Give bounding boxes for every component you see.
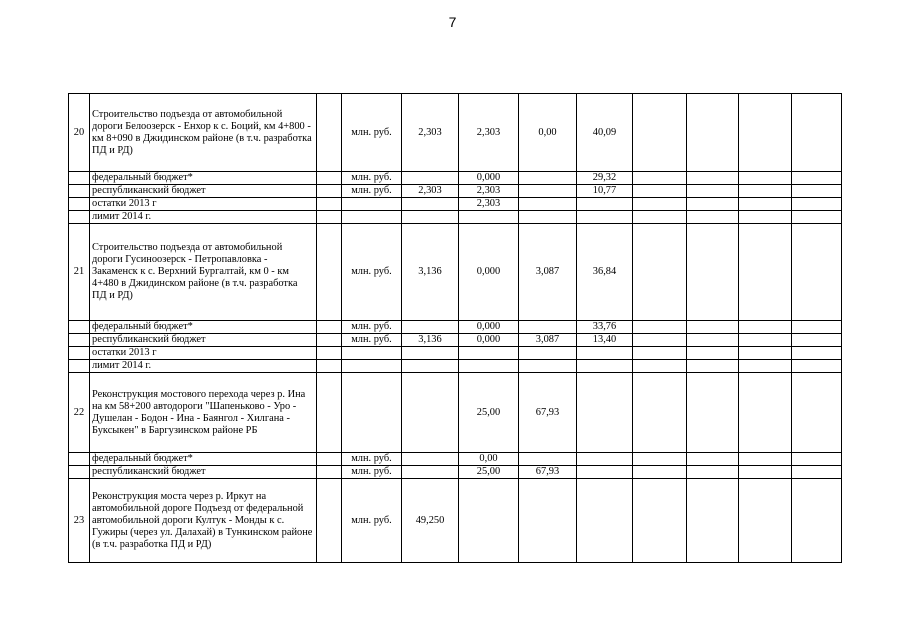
empty-cell <box>792 94 842 172</box>
value-cell: 13,40 <box>577 334 633 347</box>
value-cell: 3,136 <box>402 224 459 321</box>
empty-cell <box>792 224 842 321</box>
empty-cell <box>739 373 792 453</box>
empty-cell <box>633 185 687 198</box>
subrow-label: лимит 2014 г. <box>90 211 317 224</box>
empty-cell <box>792 360 842 373</box>
unit-cell: млн. руб. <box>342 94 402 172</box>
value-cell: 0,000 <box>459 321 519 334</box>
value-cell <box>402 321 459 334</box>
empty-cell <box>792 172 842 185</box>
subrow-label: федеральный бюджет* <box>90 453 317 466</box>
empty-cell <box>739 321 792 334</box>
empty-cell <box>687 94 739 172</box>
value-cell: 33,76 <box>577 321 633 334</box>
row-number: 23 <box>69 479 90 563</box>
empty-cell <box>317 479 342 563</box>
project-name: Строительство подъезда от автомобильной дороги Гусиноозерск - Петропавловка - Закаменск к с. Верхний Бургалтай, км 0 - км 4+480 в Джидинском районе (в т.ч. разработка ПД и РД) <box>90 224 317 321</box>
empty-cell <box>739 224 792 321</box>
empty-cell <box>633 198 687 211</box>
value-cell <box>519 347 577 360</box>
empty-cell <box>792 373 842 453</box>
subrow-label: федеральный бюджет* <box>90 321 317 334</box>
value-cell: 2,303 <box>459 198 519 211</box>
empty-cell <box>633 94 687 172</box>
unit-cell: млн. руб. <box>342 479 402 563</box>
value-cell <box>577 198 633 211</box>
value-cell: 10,77 <box>577 185 633 198</box>
value-cell <box>577 466 633 479</box>
subrow <box>69 211 842 224</box>
empty-cell <box>792 211 842 224</box>
empty-cell <box>69 172 90 185</box>
value-cell: 0,000 <box>459 172 519 185</box>
value-cell: 49,250 <box>402 479 459 563</box>
value-cell <box>402 466 459 479</box>
value-cell: 2,303 <box>402 94 459 172</box>
unit-cell <box>342 373 402 453</box>
empty-cell <box>687 172 739 185</box>
value-cell <box>519 479 577 563</box>
value-cell: 36,84 <box>577 224 633 321</box>
empty-cell <box>792 347 842 360</box>
empty-cell <box>633 453 687 466</box>
empty-cell <box>739 334 792 347</box>
empty-cell <box>317 224 342 321</box>
project-row <box>69 94 842 172</box>
value-cell <box>577 453 633 466</box>
unit-cell <box>342 360 402 373</box>
empty-cell <box>687 211 739 224</box>
table-body <box>69 94 842 563</box>
subrow-label: остатки 2013 г <box>90 198 317 211</box>
value-cell <box>402 172 459 185</box>
project-name: Строительство подъезда от автомобильной дороги Белоозерск - Енхор к с. Боций, км 4+800 - км 8+090 в Джидинском районе (в т.ч. разработка ПД и РД) <box>90 94 317 172</box>
value-cell: 3,087 <box>519 334 577 347</box>
value-cell: 3,087 <box>519 224 577 321</box>
row-number: 21 <box>69 224 90 321</box>
empty-cell <box>687 373 739 453</box>
empty-cell <box>317 321 342 334</box>
empty-cell <box>69 334 90 347</box>
value-cell: 0,000 <box>459 224 519 321</box>
empty-cell <box>687 479 739 563</box>
empty-cell <box>687 185 739 198</box>
empty-cell <box>687 224 739 321</box>
unit-cell: млн. руб. <box>342 185 402 198</box>
unit-cell <box>342 198 402 211</box>
unit-cell: млн. руб. <box>342 224 402 321</box>
value-cell: 3,136 <box>402 334 459 347</box>
subrow <box>69 321 842 334</box>
project-row <box>69 479 842 563</box>
page-number: 7 <box>448 14 457 30</box>
empty-cell <box>687 360 739 373</box>
value-cell <box>519 453 577 466</box>
subrow-label: республиканский бюджет <box>90 185 317 198</box>
subrow <box>69 172 842 185</box>
subrow <box>69 466 842 479</box>
empty-cell <box>317 453 342 466</box>
subrow-label: республиканский бюджет <box>90 466 317 479</box>
value-cell <box>577 347 633 360</box>
empty-cell <box>69 321 90 334</box>
value-cell <box>577 373 633 453</box>
empty-cell <box>739 360 792 373</box>
empty-cell <box>792 466 842 479</box>
value-cell: 40,09 <box>577 94 633 172</box>
unit-cell: млн. руб. <box>342 453 402 466</box>
empty-cell <box>739 479 792 563</box>
value-cell <box>459 211 519 224</box>
empty-cell <box>69 211 90 224</box>
value-cell: 2,303 <box>402 185 459 198</box>
value-cell <box>402 347 459 360</box>
empty-cell <box>317 211 342 224</box>
empty-cell <box>633 211 687 224</box>
subrow-label: лимит 2014 г. <box>90 360 317 373</box>
empty-cell <box>633 172 687 185</box>
empty-cell <box>633 466 687 479</box>
value-cell <box>519 172 577 185</box>
subrow <box>69 453 842 466</box>
value-cell <box>402 453 459 466</box>
value-cell: 67,93 <box>519 466 577 479</box>
empty-cell <box>69 347 90 360</box>
empty-cell <box>317 360 342 373</box>
empty-cell <box>633 360 687 373</box>
value-cell <box>459 360 519 373</box>
empty-cell <box>739 347 792 360</box>
empty-cell <box>69 466 90 479</box>
empty-cell <box>317 185 342 198</box>
unit-cell: млн. руб. <box>342 321 402 334</box>
empty-cell <box>69 453 90 466</box>
empty-cell <box>739 466 792 479</box>
value-cell: 67,93 <box>519 373 577 453</box>
value-cell <box>402 198 459 211</box>
empty-cell <box>317 172 342 185</box>
empty-cell <box>317 373 342 453</box>
empty-cell <box>317 347 342 360</box>
empty-cell <box>739 198 792 211</box>
value-cell: 0,00 <box>459 453 519 466</box>
empty-cell <box>687 334 739 347</box>
value-cell <box>519 185 577 198</box>
value-cell <box>459 479 519 563</box>
subrow-label: остатки 2013 г <box>90 347 317 360</box>
empty-cell <box>792 453 842 466</box>
subrow <box>69 360 842 373</box>
value-cell: 0,00 <box>519 94 577 172</box>
empty-cell <box>739 211 792 224</box>
value-cell <box>577 211 633 224</box>
empty-cell <box>792 321 842 334</box>
subrow-label: федеральный бюджет* <box>90 172 317 185</box>
project-name: Реконструкция мостового перехода через р. Ина на км 58+200 автодороги "Шапеньково - Уро - Душелан - Бодон - Ина - Баянгол - Хилгана - Буксыкен" в Баргузинском районе РБ <box>90 373 317 453</box>
empty-cell <box>739 185 792 198</box>
value-cell <box>402 360 459 373</box>
empty-cell <box>739 453 792 466</box>
empty-cell <box>739 94 792 172</box>
value-cell <box>577 479 633 563</box>
value-cell: 25,00 <box>459 373 519 453</box>
value-cell <box>577 360 633 373</box>
project-row <box>69 224 842 321</box>
subrow <box>69 334 842 347</box>
subrow <box>69 185 842 198</box>
subrow <box>69 347 842 360</box>
empty-cell <box>633 347 687 360</box>
value-cell <box>519 198 577 211</box>
empty-cell <box>633 479 687 563</box>
subrow-label: республиканский бюджет <box>90 334 317 347</box>
unit-cell <box>342 211 402 224</box>
unit-cell: млн. руб. <box>342 334 402 347</box>
value-cell: 29,32 <box>577 172 633 185</box>
empty-cell <box>633 224 687 321</box>
empty-cell <box>317 94 342 172</box>
subrow <box>69 198 842 211</box>
empty-cell <box>633 321 687 334</box>
empty-cell <box>69 198 90 211</box>
value-cell <box>519 321 577 334</box>
value-cell <box>459 347 519 360</box>
row-number: 20 <box>69 94 90 172</box>
empty-cell <box>317 198 342 211</box>
row-number: 22 <box>69 373 90 453</box>
value-cell: 2,303 <box>459 185 519 198</box>
value-cell <box>519 211 577 224</box>
empty-cell <box>687 453 739 466</box>
value-cell: 25,00 <box>459 466 519 479</box>
empty-cell <box>792 334 842 347</box>
value-cell <box>402 211 459 224</box>
unit-cell: млн. руб. <box>342 172 402 185</box>
empty-cell <box>69 360 90 373</box>
empty-cell <box>317 334 342 347</box>
value-cell <box>402 373 459 453</box>
empty-cell <box>687 347 739 360</box>
empty-cell <box>317 466 342 479</box>
empty-cell <box>687 198 739 211</box>
budget-table <box>68 93 842 563</box>
value-cell: 2,303 <box>459 94 519 172</box>
unit-cell <box>342 347 402 360</box>
empty-cell <box>792 479 842 563</box>
unit-cell: млн. руб. <box>342 466 402 479</box>
empty-cell <box>792 185 842 198</box>
empty-cell <box>633 373 687 453</box>
project-name: Реконструкция моста через р. Иркут на автомобильной дороге Подъезд от федеральной автомобильной дороги Култук - Монды к с. Гужиры (через ул. Далахай) в Тункинском районе (в т.ч. разработка ПД и РД) <box>90 479 317 563</box>
empty-cell <box>687 321 739 334</box>
empty-cell <box>633 334 687 347</box>
project-row <box>69 373 842 453</box>
value-cell: 0,000 <box>459 334 519 347</box>
empty-cell <box>687 466 739 479</box>
empty-cell <box>69 185 90 198</box>
empty-cell <box>739 172 792 185</box>
empty-cell <box>792 198 842 211</box>
value-cell <box>519 360 577 373</box>
